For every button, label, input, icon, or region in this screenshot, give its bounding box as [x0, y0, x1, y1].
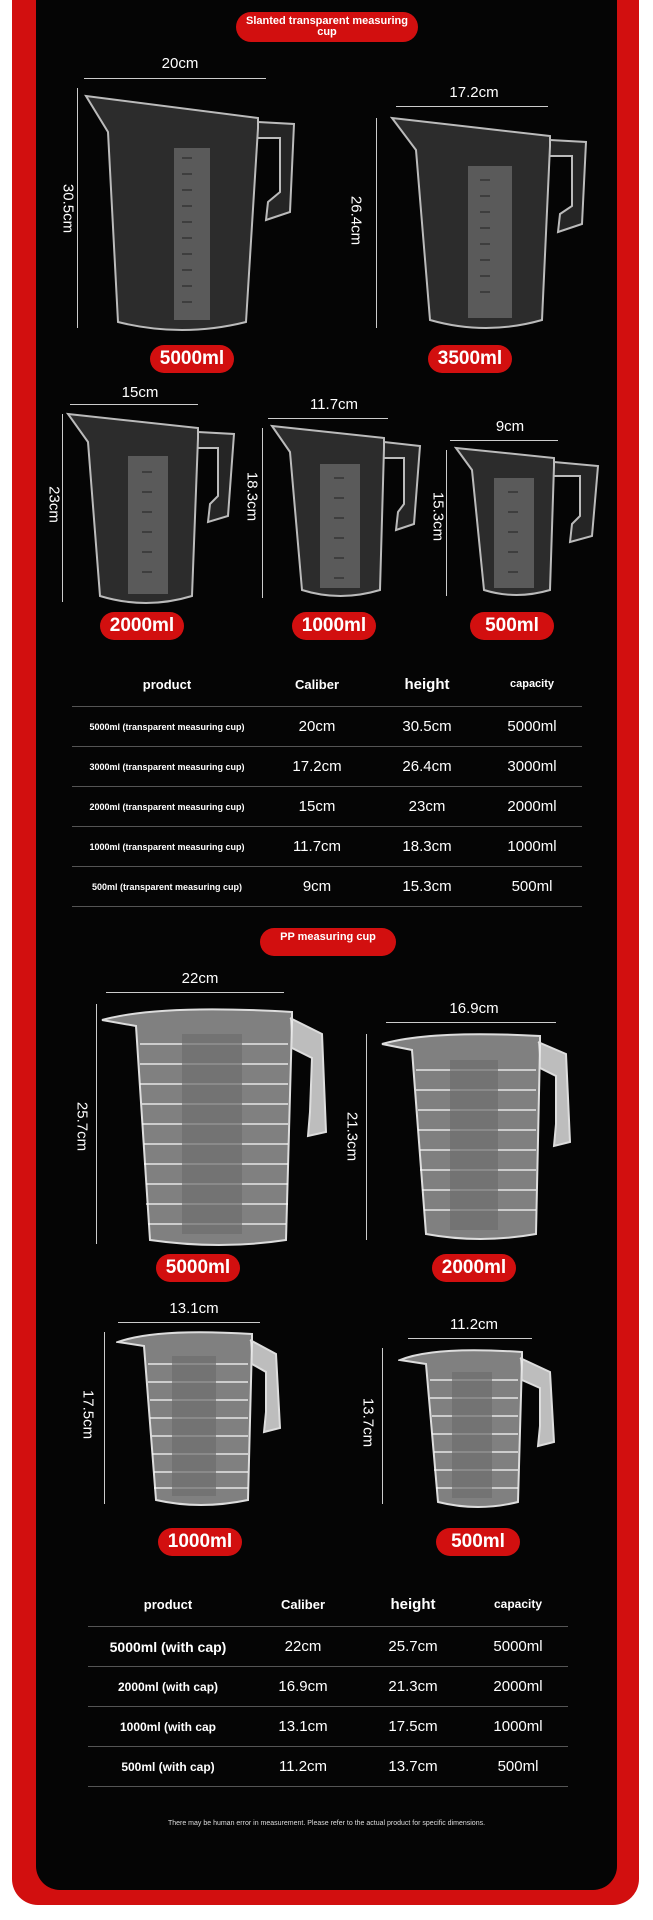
table-row — [88, 1707, 568, 1747]
pp-cup1-height-label: 25.7cm — [73, 1101, 91, 1152]
cup2-width-label: 17.2cm — [449, 84, 499, 101]
cell-capacity: 500ml — [482, 867, 582, 907]
pp-cup2-height-line — [366, 1034, 367, 1240]
table-row — [72, 827, 582, 867]
header-caliber: Caliber — [262, 662, 372, 707]
cell-height: 15.3cm — [372, 867, 482, 907]
cell-capacity: 5000ml — [468, 1627, 568, 1667]
pp-cup3-height-line — [104, 1332, 105, 1504]
cell-height: 25.7cm — [358, 1627, 468, 1667]
cup4-height-line — [262, 428, 263, 598]
header-height: height — [372, 662, 482, 707]
cup5-width-label: 9cm — [495, 418, 525, 435]
header-caliber: Caliber — [248, 1582, 358, 1627]
cell-height: 23cm — [372, 787, 482, 827]
cell-caliber: 22cm — [248, 1627, 358, 1667]
cup4-width-label: 11.7cm — [309, 396, 359, 413]
pp-cup2-width-line — [386, 1022, 556, 1023]
section1-title: Slanted transparent measuring cup — [236, 12, 418, 42]
pp-cup3-width-line — [118, 1322, 260, 1323]
pp-cup1-image — [100, 1004, 332, 1248]
table-row — [72, 707, 582, 747]
cup4-height-label: 18.3cm — [243, 471, 261, 522]
spec-table-transparent — [72, 662, 582, 907]
cell-product: 500ml (with cap) — [88, 1747, 248, 1787]
cell-caliber: 9cm — [262, 867, 372, 907]
header-product: product — [72, 662, 262, 707]
cup2-height-label: 26.4cm — [347, 195, 365, 246]
cup5-image — [454, 446, 604, 600]
cell-caliber: 15cm — [262, 787, 372, 827]
cup1-image — [82, 92, 302, 332]
pp-cup1-width-line — [106, 992, 284, 993]
cell-height: 18.3cm — [372, 827, 482, 867]
cell-capacity: 500ml — [468, 1747, 568, 1787]
cell-height: 26.4cm — [372, 747, 482, 787]
cup4-image — [270, 424, 430, 600]
pp-cup4-height-line — [382, 1348, 383, 1504]
cell-height: 13.7cm — [358, 1747, 468, 1787]
table-row — [88, 1667, 568, 1707]
pp-cup4-height-label: 13.7cm — [359, 1397, 377, 1448]
cup2-width-line — [396, 106, 548, 107]
header-capacity: capacity — [482, 662, 582, 707]
pp-cup4-width-label: 11.2cm — [449, 1316, 499, 1333]
cup3-image — [66, 412, 246, 606]
cup1-height-label: 30.5cm — [59, 183, 77, 234]
cup5-height-label: 15.3cm — [429, 491, 447, 542]
cup4-capacity: 1000ml — [292, 612, 376, 640]
table-row — [88, 1627, 568, 1667]
pp-cup4-capacity: 500ml — [436, 1528, 520, 1556]
cell-caliber: 17.2cm — [262, 747, 372, 787]
pp-cup2-width-label: 16.9cm — [449, 1000, 499, 1017]
cell-product: 2000ml (with cap) — [88, 1667, 248, 1707]
pp-cup4-width-line — [408, 1338, 532, 1339]
header-product: product — [88, 1582, 248, 1627]
cup3-capacity: 2000ml — [100, 612, 184, 640]
pp-cup3-height-label: 17.5cm — [79, 1389, 97, 1440]
table-header-row — [72, 662, 582, 707]
cell-capacity: 1000ml — [482, 827, 582, 867]
cell-capacity: 2000ml — [482, 787, 582, 827]
cell-caliber: 16.9cm — [248, 1667, 358, 1707]
pp-cup3-capacity: 1000ml — [158, 1528, 242, 1556]
cup1-capacity: 5000ml — [150, 345, 234, 373]
cell-product: 2000ml (transparent measuring cup) — [72, 787, 262, 827]
cup3-width-label: 15cm — [121, 384, 159, 401]
pp-cup2-image — [380, 1030, 574, 1242]
cell-product: 1000ml (with cap — [88, 1707, 248, 1747]
table-row — [72, 867, 582, 907]
cell-product: 5000ml (transparent measuring cup) — [72, 707, 262, 747]
header-capacity: capacity — [468, 1582, 568, 1627]
cup2-capacity: 3500ml — [428, 345, 512, 373]
pp-cup3-width-label: 13.1cm — [169, 1300, 219, 1317]
pp-cup3-image — [116, 1328, 286, 1508]
cell-product: 1000ml (transparent measuring cup) — [72, 827, 262, 867]
cell-caliber: 11.2cm — [248, 1747, 358, 1787]
cup5-width-line — [450, 440, 558, 441]
table-row — [72, 787, 582, 827]
cell-capacity: 3000ml — [482, 747, 582, 787]
cup2-height-line — [376, 118, 377, 328]
pp-cup1-capacity: 5000ml — [156, 1254, 240, 1282]
table-row — [72, 747, 582, 787]
cell-caliber: 20cm — [262, 707, 372, 747]
cell-capacity: 2000ml — [468, 1667, 568, 1707]
cell-product: 500ml (transparent measuring cup) — [72, 867, 262, 907]
pp-cup1-width-label: 22cm — [181, 970, 219, 987]
header-height: height — [358, 1582, 468, 1627]
cup5-capacity: 500ml — [470, 612, 554, 640]
cup4-width-line — [268, 418, 388, 419]
cup2-image — [390, 116, 590, 331]
spec-table-pp — [88, 1582, 568, 1787]
cup3-height-label: 23cm — [45, 486, 63, 523]
cup3-width-line — [70, 404, 198, 405]
cup1-height-line — [77, 88, 78, 328]
cell-capacity: 1000ml — [468, 1707, 568, 1747]
cell-height: 21.3cm — [358, 1667, 468, 1707]
section2-title: PP measuring cup — [260, 928, 396, 956]
cell-caliber: 11.7cm — [262, 827, 372, 867]
pp-cup1-height-line — [96, 1004, 97, 1244]
cup1-width-label: 20cm — [161, 55, 199, 72]
cell-product: 3000ml (transparent measuring cup) — [72, 747, 262, 787]
pp-cup2-capacity: 2000ml — [432, 1254, 516, 1282]
table-header-row — [88, 1582, 568, 1627]
measurement-note: There may be human error in measurement. Please refer to the actual product for specific dimensions. — [167, 1820, 486, 1827]
cup1-width-line — [84, 78, 266, 79]
pp-cup4-image — [398, 1346, 560, 1510]
cell-height: 17.5cm — [358, 1707, 468, 1747]
cell-capacity: 5000ml — [482, 707, 582, 747]
pp-cup2-height-label: 21.3cm — [343, 1111, 361, 1162]
cell-height: 30.5cm — [372, 707, 482, 747]
cell-product: 5000ml (with cap) — [88, 1627, 248, 1667]
cell-caliber: 13.1cm — [248, 1707, 358, 1747]
table-row — [88, 1747, 568, 1787]
